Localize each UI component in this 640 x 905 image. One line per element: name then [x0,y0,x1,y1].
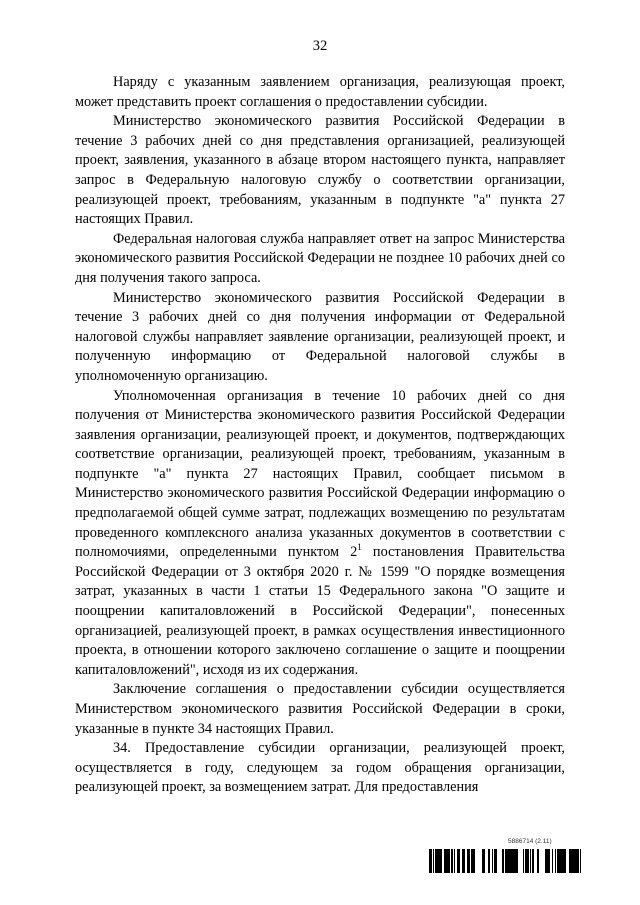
paragraph: Наряду с указанным заявлением организация, реализующая проект, может представить проект соглашения о предоставлении субсидии. [75,74,565,110]
superscript-footnote: 1 [357,542,362,553]
paragraph: Федеральная налоговая служба направляет ответ на запрос Министерства экономического развития Российской Федерации не позднее 10 рабочих дней со дня получения такого запроса. [75,230,565,286]
page-number: 32 [312,38,328,54]
paragraph: Министерство экономического развития Российской Федерации в течение 3 рабочих дней со дня получения информации от Федеральной налоговой службы направляет заявление организации, реализующей проект, и полученную информацию от Федеральной налоговой службы в уполномоченную организацию. [75,289,565,384]
paragraph-text: Уполномоченная организация в течение 10 рабочих дней со дня получения от Министерства экономического развития Российской Федерации заявления организации, реализующей проект, и документов, подтверждающих соответствие организации, реализующей проект, требованиям, указанным в подпункте "а" пункта 27 настоящих Правил, сообщает письмом в Министерство экономического развития Российской Федерации информацию о предполагаемой общей сумме затрат, подлежащих возмещению по результатам проведенного комплексного анализа указанных документов в соответствии с полномочиями, определенными пунктом 2 [75,387,565,561]
paragraph: 34. Предоставление субсидии организации, реализующей проект, осуществляется в году, следующем за годом обращения организации, реализующей проект, за возмещением затрат. Для предоставления [75,740,565,796]
paragraph: Заключение соглашения о предоставлении субсидии осуществляется Министерством экономического развития Российской Федерации в сроки, указанные в пункте 34 настоящих Правил. [75,681,565,737]
paragraph: Министерство экономического развития Российской Федерации в течение 3 рабочих дней со дня представления организацией, реализующей проект, заявления, указанного в абзаце втором настоящего пункта, направляет запрос в Федеральную налоговую службу о соответствии организации, реализующей проект, требованиям, указанным в подпункте "а" пункта 27 настоящих Правил. [75,113,565,228]
barcode-icon [429,849,581,873]
paragraph-text: постановления Правительства Российской Федерации от 3 октября 2020 г. № 1599 "О порядке возмещения затрат, указанных в части 1 статьи 15 Федерального закона "О защите и поощрении капиталовложений в Российской Федерации", понесенных организацией, реализующей проект, в рамках осуществления инвестиционного проекта, в отношении которого заключено соглашение о защите и поощрении капиталовложений", исходя из их содержания. [75,544,565,678]
barcode-code: 5886714 (2.11) [508,838,552,845]
paragraph [75,387,565,681]
document-body [75,73,565,798]
